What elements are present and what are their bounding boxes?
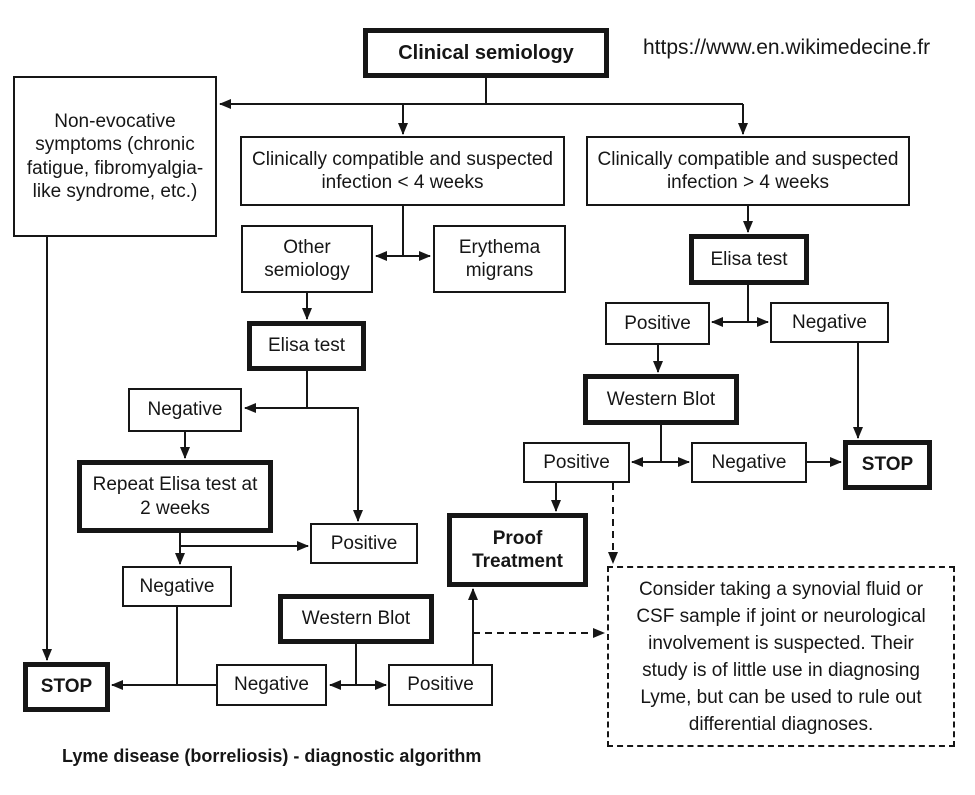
node-wb-positive-late [523,442,630,483]
node-elisa-test-early [247,321,366,371]
note-line: Lyme, but can be used to rule out [640,686,922,708]
note-line: CSF sample if joint or neurological [636,605,926,627]
source-url: https://www.en.wikimedecine.fr [643,36,931,59]
node-label: Non-evocative symptoms (chronic fatigue, fibromyalgia-like syndrome, etc.) [26,111,204,202]
node-western-blot-early [278,594,434,644]
node-label: STOP [40,676,93,698]
node-repeat-negative [122,566,232,607]
node-label: Western Blot [606,388,716,410]
note-box-synovial-csf [607,566,955,747]
node-label: Elisa test [710,248,788,270]
node-stop-early [23,662,110,712]
note-line: involvement is suspected. Their [648,632,914,654]
node-repeat-elisa-test [77,460,273,533]
note-line: Consider taking a synovial fluid or [638,578,924,600]
node-label: Clinically compatible and suspected infection < 4 weeks [252,148,553,193]
node-elisa-positive-early [310,523,418,564]
node-clinical-semiology [363,28,609,78]
node-label: Erythema migrans [458,236,541,281]
node-stop-late [843,440,932,490]
node-elisa-positive-late [605,302,710,345]
node-label: Negative [147,399,223,421]
node-label: Elisa test [267,335,346,357]
node-elisa-test-late [689,234,809,285]
node-label: Negative [711,451,787,473]
node-western-blot-late [583,374,739,425]
node-label: Positive [624,312,691,334]
node-wb-positive-early [388,664,493,706]
diagram-caption: Lyme disease (borreliosis) - diagnostic algorithm [62,746,482,766]
node-label: Negative [792,311,867,333]
node-label: Positive [407,674,474,696]
node-label: Other semiology [264,236,350,281]
node-label: STOP [861,454,914,476]
node-label: Positive [330,532,398,554]
node-label: Clinically compatible and suspected infection > 4 weeks [597,148,899,193]
node-erythema-migrans [433,225,566,293]
node-label: Negative [234,674,309,696]
node-other-semiology [241,225,373,293]
node-elisa-negative-early [128,388,242,432]
node-elisa-negative-late [770,302,889,343]
node-label: Proof Treatment [472,527,563,572]
node-label: Repeat Elisa test at 2 weeks [92,474,258,519]
node-label: Negative [139,575,215,597]
node-proof-treatment [447,513,588,587]
node-label: Clinical semiology [398,41,574,64]
node-compatible-over-4-weeks [586,136,910,206]
node-compatible-under-4-weeks [240,136,565,206]
node-label: Positive [543,451,610,473]
node-non-evocative-symptoms [13,76,217,237]
node-wb-negative-early [216,664,327,706]
node-wb-negative-late [691,442,807,483]
note-line: differential diagnoses. [688,713,874,735]
note-line: study is of little use in diagnosing [642,659,920,681]
node-label: Western Blot [301,608,411,630]
